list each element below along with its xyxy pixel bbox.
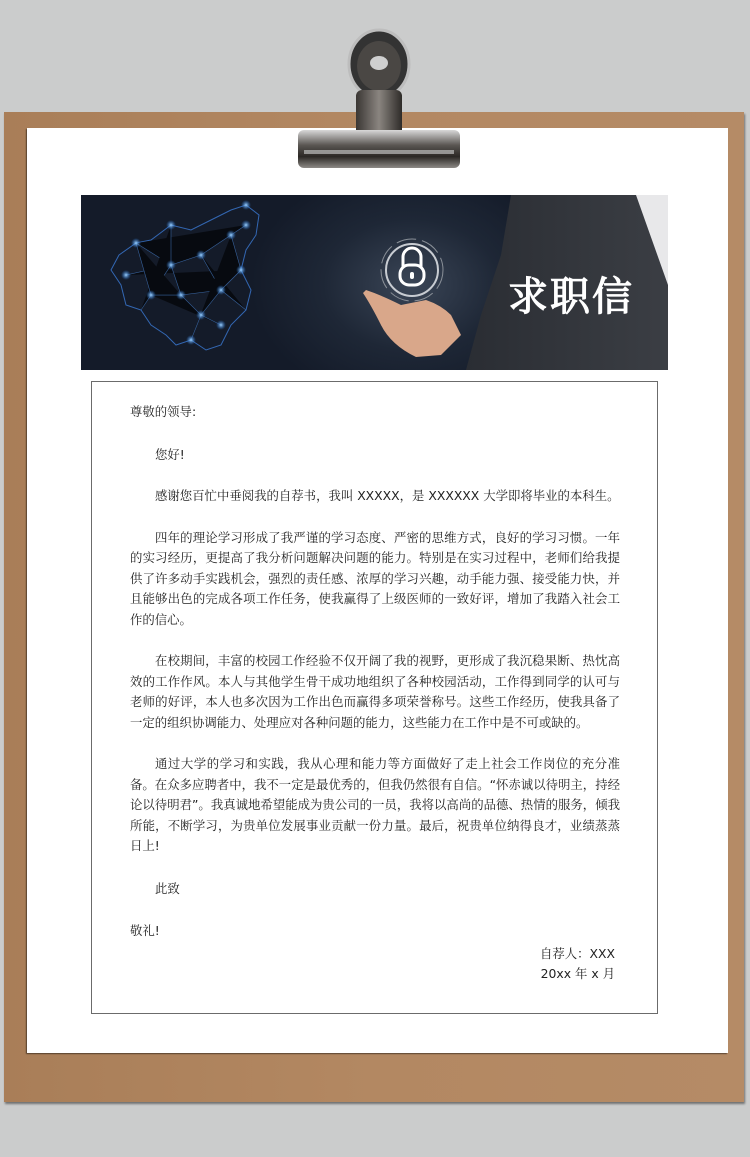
body-paragraph: 四年的理论学习形成了我严谨的学习态度、严密的思维方式，良好的学习习惯。一年的实习经历，更提高了我分析问题解决问题的能力。特别是在实习过程中，老师们给我提供了许多动手实践机会，强烈的责任感、浓厚的学习兴趣，动手能力强、接受能力快，并且能够出色的完成各项工作任务，使我赢得了上级医师的一致好评，增加了我踏入社会工作的信心。 — [130, 529, 620, 627]
binder-clip-icon — [298, 24, 460, 169]
body-paragraph: 在校期间，丰富的校园工作经验不仅开阔了我的视野，更形成了我沉稳果断、热忱高效的工作作风。本人与其他学生骨干成功地组织了各种校园活动，工作得到同学的认可与老师的好评，本人也多次因为工作出色而赢得多项荣誉称号。这些工作经历，使我具备了一定的组织协调能力、处理应对各种问题的能力，这些能力在工作中是不可或缺的。 — [130, 653, 620, 730]
cover-letter — [130, 402, 620, 985]
intro-paragraph: 感谢您百忙中垂阅我的自荐书，我叫 XXXXX，是 XXXXXX 大学即将毕业的本科生。 — [155, 488, 620, 503]
header-banner — [81, 195, 668, 370]
banner-title: 求职信 — [508, 273, 634, 320]
salutation: 尊敬的领导: — [130, 404, 197, 419]
closing: 此致 — [155, 880, 180, 896]
regards: 敬礼! — [130, 923, 160, 938]
signature: 自荐人：XXX — [539, 945, 615, 961]
padlock-icon — [381, 239, 443, 301]
date: 20xx 年 x 月 — [540, 966, 615, 981]
letter-frame — [91, 381, 658, 1014]
greeting: 您好! — [155, 446, 185, 462]
body-paragraph: 通过大学的学习和实践，我从心理和能力等方面做好了走上社会工作岗位的充分准备。在众多应聘者中，我不一定是最优秀的，但我仍然很有自信。“怀赤诚以待明主，持经论以待明君”。我真诚地希望能成为贵公司的一员，我将以高尚的品德、热情的服务，倾我所能，不断学习，为贵单位发展事业贡献一份力量。最后，祝贵单位纳得良才，业绩蒸蒸日上! — [130, 756, 620, 853]
